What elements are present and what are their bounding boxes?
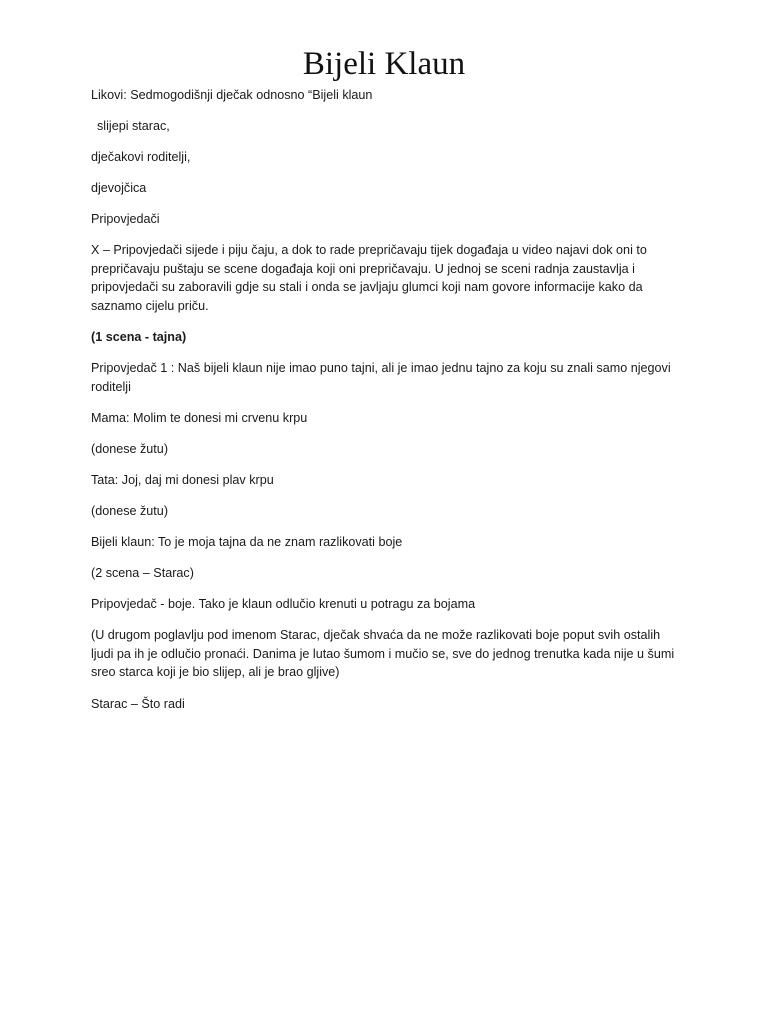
document-body <box>91 86 681 726</box>
paragraph-old-man: Starac – Što radi <box>91 696 185 711</box>
paragraph-narrator-2: Pripovjedač - boje. Tako je klaun odlučio krenuti u potragu za bojama <box>91 597 476 612</box>
paragraph-intro: X – Pripovjedači sijede i piju čaju, a dok to rade prepričavaju tijek događaja u video najavi dok oni to prepričavaju puštaju se scene događaja koji oni prepričavaju. U jednoj se sceni radnja zaustavlja i pripovjedači su zaboravili gdje su stali i onda se javljaju glumci koji nam govore informacije kako da saznamo cijelu priču. <box>91 243 647 313</box>
paragraph-stage-direction-1: (donese žutu) <box>91 441 169 456</box>
paragraph-stage-direction-2: (donese žutu) <box>91 504 169 519</box>
paragraph-character-girl: djevojčica <box>91 181 147 196</box>
scene-heading-2: (2 scena – Starac) <box>91 566 194 581</box>
paragraph-tata: Tata: Joj, daj mi donesi plav krpu <box>91 472 274 487</box>
paragraph-character-parents: dječakovi roditelji, <box>91 150 191 165</box>
paragraph-character-narrators: Pripovjedači <box>91 212 160 227</box>
document-title: Bijeli Klaun <box>302 46 466 82</box>
paragraph-characters: Likovi: Sedmogodišnji dječak odnosno “Bijeli klaun <box>91 88 373 102</box>
paragraph-character-old-man: slijepi starac, <box>97 119 170 134</box>
scene-heading-1: (1 scena - tajna) <box>91 330 187 345</box>
paragraph-narrator-1: Pripovjedač 1 : Naš bijeli klaun nije imao puno tajni, ali je imao jednu tajno za koju su znali samo njegovi roditelji <box>91 361 671 394</box>
paragraph-white-clown: Bijeli klaun: To je moja tajna da ne znam razlikovati boje <box>91 535 403 550</box>
paragraph-chapter-summary: (U drugom poglavlju pod imenom Starac, dječak shvaća da ne može razlikovati boje poput svih ostalih ljudi pa ih je odlučio pronaći. Danima je lutao šumom i mučio se, sve do jednog trenutka kada nije u šumi sreo starca koji je bio slijep, ali je brao gljive) <box>91 628 675 680</box>
paragraph-mama: Mama: Molim te donesi mi crvenu krpu <box>91 410 308 425</box>
